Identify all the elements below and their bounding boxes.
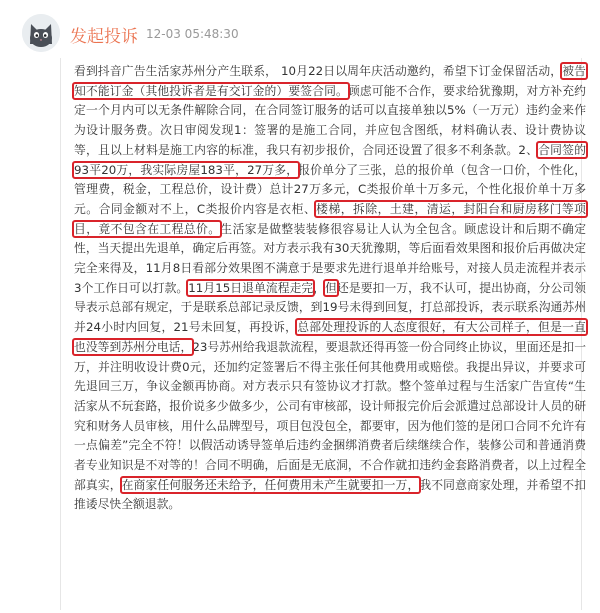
- highlighted-phrase: 11月15日退单流程走完: [188, 280, 314, 295]
- complaint-text-segment: 生活家是做整装装修很容易让人认为全包含。顾虑设计和后期不确定性，当天提出先退单，确定后再签。对方表示我有30天犹豫期，等后面看效果图和报价后再做决定完全来得及，11月8日看部分效果图不满意于是要求先进行退单并给账号，对接人员走流程并表示3个工作日可以打款。: [74, 221, 586, 295]
- highlighted-phrase: 总部处理投诉的人态度很好，有大公司样子，但是一直也没等到苏州分电话，: [74, 320, 586, 354]
- highlighted-phrase: 被告知不能订金（其他投诉者是有交订金的）要签合同。: [74, 64, 586, 98]
- complaint-text-segment: 报价单分了三张，总的报价单（包含一口价，个性化，管理费，税金，工程总价，设计费）总计27万多元，C类报价单十万多元，个性化报价单十万多元。合同金额对不上，C类报价内容是衣柜、: [74, 162, 586, 216]
- complaint-text-segment: ，: [313, 280, 326, 295]
- complaint-text-segment: 我不同意商家处理，并希望不扣推诿尽快全额退款。: [74, 477, 586, 512]
- poster-name[interactable]: 发起投诉: [70, 27, 138, 47]
- complaint-text-segment: 看到抖音广告生活家苏州分产生联系， 10月22日以周年庆活动邀约，希望下订金保留活动，: [74, 64, 563, 78]
- complaint-text-segment: 23号苏州给我退款流程，要退款还得再签一份合同终止协议，里面还是扣一万，并注明收设计费0元，还加约定签署后不得主张任何其他费用或赔偿。我提出异议，并要求可先退回三万，争议金额再协商。对方表示只有签协议才打款。整个签单过程与生活家广告宣传“生活家从不玩套路，报价说多少做多少，公司有审核部，设计师报完价后会派遣过总部设计人员的研究和财务人员审核，用什么品牌型号，项目包没包全，都要审，因为他们签的是闭口合同不允许有一点偏差”完全不符！以假活动诱导签单后违约金捆绑消费者后续继续合作，装修公司和普通消费者专业知识是不对等的！合同不明确，后面是无底洞，不合作就扣违约金套路消费者，以上过程全部真实，: [74, 339, 586, 492]
- complaint-text-segment: 顾虑可能不合作，要求给犹豫期，对方补充约定一个月内可以无条件解除合同，在合同签订服务的话可以直接单独以5%（一万元）违约金来作为设计服务费。次日审阅发现1：签署的是施工合同，并应包含图纸，材料确认表、设计费协议等，且以上材料是施工内容的标准，我只有初步报价，合同还设置了很多不利条款。2、: [74, 83, 586, 157]
- cat-avatar-icon: [22, 14, 60, 52]
- highlighted-phrase: 但: [325, 280, 338, 295]
- complaint-text-segment: 还是要扣一万，我不认可，提出协商，分公司领导表示总部有规定，于是联系总部记录反馈，到19号未得到回复，打总部投诉，表示联系沟通苏州并24小时内回复，21号未回复，再投诉，: [74, 280, 586, 335]
- highlighted-phrase: 在商家任何服务还未给予，任何费用未产生就要扣一万，: [121, 477, 420, 492]
- avatar[interactable]: [22, 14, 60, 52]
- post-timestamp: 12-03 05:48:30: [146, 27, 239, 41]
- complaint-text: [74, 62, 586, 515]
- highlighted-phrase: 楼梯，拆除，土建，清运，封阳台和厨房移门等项目，竟不包含在工程总价。: [74, 201, 586, 236]
- highlighted-phrase: 合同签的93平20万，我实际房屋183平，27万多，: [74, 142, 586, 177]
